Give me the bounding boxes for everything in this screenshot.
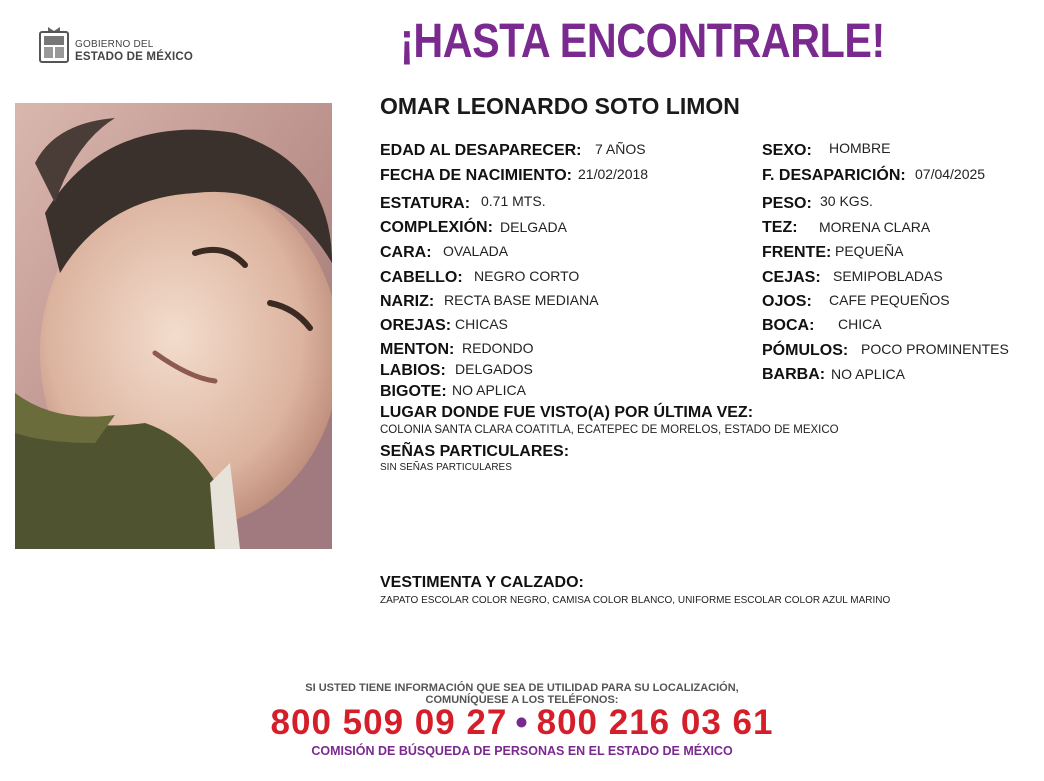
footer-info-line-1: SI USTED TIENE INFORMACIÓN QUE SEA DE UTILIDAD PARA SU LOCALIZACIÓN, <box>305 682 739 694</box>
label-boca: BOCA: <box>762 317 815 334</box>
missing-person-photo <box>15 103 332 549</box>
value-menton: REDONDO <box>462 340 534 356</box>
label-orejas: OREJAS: <box>380 317 452 334</box>
label-senas: SEÑAS PARTICULARES: <box>380 443 570 460</box>
value-barba: NO APLICA <box>831 366 905 382</box>
label-edad: EDAD AL DESAPARECER: <box>380 142 582 159</box>
label-frente: FRENTE: <box>762 244 832 261</box>
value-ojos: CAFE PEQUEÑOS <box>829 292 950 308</box>
phone-numbers <box>0 703 1044 743</box>
phone-1[interactable]: 800 509 09 27 <box>270 703 508 742</box>
label-tez: TEZ: <box>762 219 798 236</box>
label-vestimenta: VESTIMENTA Y CALZADO: <box>380 574 584 591</box>
footer-info-line-2: COMUNÍQUESE A LOS TELÉFONOS: <box>425 694 619 706</box>
label-estatura: ESTATURA: <box>380 195 471 212</box>
label-cabello: CABELLO: <box>380 269 463 286</box>
label-labios: LABIOS: <box>380 362 446 379</box>
label-nariz: NARIZ: <box>380 293 435 310</box>
label-peso: PESO: <box>762 195 812 212</box>
label-pomulos: PÓMULOS: <box>762 342 849 359</box>
value-cara: OVALADA <box>443 243 509 259</box>
label-lugar: LUGAR DONDE FUE VISTO(A) POR ÚLTIMA VEZ: <box>380 404 754 421</box>
value-senas: SIN SEÑAS PARTICULARES <box>380 462 512 473</box>
label-complexion: COMPLEXIÓN: <box>380 219 493 236</box>
value-tez: MORENA CLARA <box>819 219 931 235</box>
value-boca: CHICA <box>838 316 882 332</box>
value-cejas: SEMIPOBLADAS <box>833 268 943 284</box>
value-pomulos: POCO PROMINENTES <box>861 341 1009 357</box>
value-nariz: RECTA BASE MEDIANA <box>444 292 599 308</box>
label-nacimiento: FECHA DE NACIMIENTO: <box>380 167 572 184</box>
value-desaparicion: 07/04/2025 <box>915 166 986 182</box>
label-cara: CARA: <box>380 244 432 261</box>
value-peso: 30 KGS. <box>820 193 873 209</box>
logo-line-1: GOBIERNO DEL <box>75 39 154 50</box>
person-name: OMAR LEONARDO SOTO LIMON <box>380 93 740 119</box>
value-vestimenta: ZAPATO ESCOLAR COLOR NEGRO, CAMISA COLOR BLANCO, UNIFORME ESCOLAR COLOR AZUL MARINO <box>380 595 891 606</box>
value-sexo: HOMBRE <box>829 140 891 156</box>
value-edad: 7 AÑOS <box>595 141 646 157</box>
coat-of-arms-icon <box>38 26 70 64</box>
label-cejas: CEJAS: <box>762 269 821 286</box>
label-ojos: OJOS: <box>762 293 812 310</box>
label-sexo: SEXO: <box>762 142 812 159</box>
phone-separator: • <box>515 703 529 742</box>
value-complexion: DELGADA <box>500 219 567 235</box>
value-cabello: NEGRO CORTO <box>474 268 580 284</box>
label-desaparicion: F. DESAPARICIÓN: <box>762 167 906 184</box>
phone-2[interactable]: 800 216 03 61 <box>536 703 774 742</box>
label-menton: MENTON: <box>380 341 455 358</box>
value-labios: DELGADOS <box>455 361 533 377</box>
logo-line-2: ESTADO DE MÉXICO <box>75 51 193 63</box>
label-barba: BARBA: <box>762 366 826 383</box>
label-bigote: BIGOTE: <box>380 383 447 400</box>
comision-busqueda: COMISIÓN DE BÚSQUEDA DE PERSONAS EN EL ESTADO DE MÉXICO <box>311 744 733 758</box>
government-logo <box>38 26 198 66</box>
value-estatura: 0.71 MTS. <box>481 193 546 209</box>
value-lugar: COLONIA SANTA CLARA COATITLA, ECATEPEC DE MORELOS, ESTADO DE MEXICO <box>380 424 839 436</box>
value-nacimiento: 21/02/2018 <box>578 166 649 182</box>
value-frente: PEQUEÑA <box>835 243 904 259</box>
value-orejas: CHICAS <box>455 316 508 332</box>
value-bigote: NO APLICA <box>452 382 526 398</box>
headline: ¡HASTA ENCONTRARLE! <box>400 15 885 68</box>
